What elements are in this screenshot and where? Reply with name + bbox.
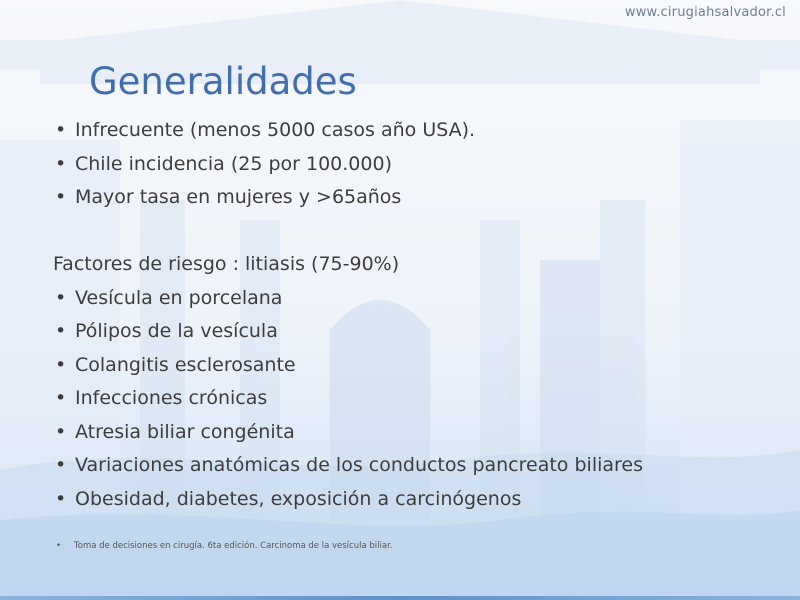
bullet-item: • Obesidad, diabetes, exposición a carcinógenos — [53, 483, 783, 517]
bullet-item: • Infrecuente (menos 5000 casos año USA). — [53, 114, 783, 148]
footnote-bullet-icon: • — [56, 541, 62, 551]
spacer — [53, 215, 783, 249]
bullet-item: • Mayor tasa en mujeres y >65años — [53, 181, 783, 215]
bottom-accent-bar — [0, 596, 800, 600]
bullet-item: • Colangitis esclerosante — [53, 349, 783, 383]
bullet-item: • Pólipos de la vesícula — [53, 315, 783, 349]
site-url: www.cirugiahsalvador.cl — [624, 5, 786, 20]
bullet-list-top — [53, 114, 783, 215]
bullet-item: • Atresia biliar congénita — [53, 416, 783, 450]
bullet-item: • Variaciones anatómicas de los conductos pancreato biliares — [53, 449, 783, 483]
slide-title: Generalidades — [89, 60, 357, 103]
footnote — [56, 541, 392, 551]
risk-factors-heading: Factores de riesgo : litiasis (75-90%) — [53, 253, 400, 275]
bullet-item: • Chile incidencia (25 por 100.000) — [53, 148, 783, 182]
footnote-text: Toma de decisiones en cirugía. 6ta edición. Carcinoma de la vesícula biliar. — [74, 541, 393, 551]
slide-content — [53, 114, 783, 516]
bullet-item: • Infecciones crónicas — [53, 382, 783, 416]
bullet-item: • Vesícula en porcelana — [53, 282, 783, 316]
bullet-list-risk — [53, 282, 783, 517]
